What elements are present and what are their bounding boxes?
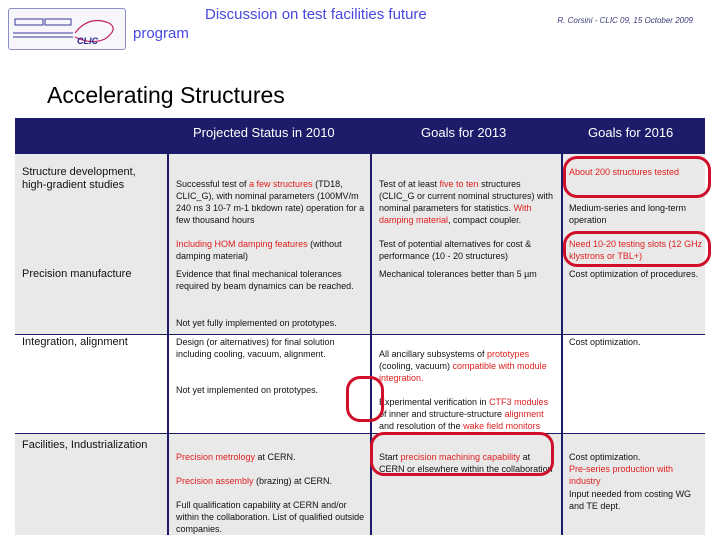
cell-structure-2016-a: About 200 structures tested [569,167,680,177]
cell-structure-2016-b: Medium-series and long-term operation [569,203,687,225]
cell-facilities-2016-b: Input needed from costing WG and TE dept. [569,489,692,511]
header-title: Discussion on test facilities future [205,6,427,23]
cell-structure-2010-a: Successful test of a few structures (TD18, CLIC_G), with nominal parameters (100MV/m 240 ns 3 10-7 m-1 bkdown rate) operation for a few thousand hours [176,179,365,225]
highlight-ring [370,432,554,476]
highlight-ring [563,231,711,267]
cell-structure-2016-c: Need 10-20 testing slots (12 GHz klystrons or TBL+) [569,239,703,261]
cell-facilities-2016-a: Cost optimization. Pre-series production with industry [569,452,674,486]
row-label-precision: Precision manufacture [22,268,132,280]
header-program: program [133,25,189,42]
cell-structure-2013-a: Test of at least five to ten structures (CLIC_G or current nominal structures) with nominal parameters for statistics. With damping material, compact coupler. [379,179,554,225]
column-header-2013: Goals for 2013 [421,125,507,140]
cell-facilities-2013: Start precision machining capability at CERN or elsewhere within the collaboration [379,452,553,474]
column-divider [561,154,563,535]
cell-structure-2010-b: Including HOM damping features (without damping material) [176,239,342,261]
column-divider [167,154,169,535]
highlight-ring [346,376,384,422]
column-divider [370,154,372,535]
cell-integration-2013-b: Experimental verification in CTF3 modules of inner and structure-structure alignment and resolution of the wake field monitors [379,397,549,431]
cell-integration-2010-b: Not yet implemented on prototypes. [176,385,319,395]
highlight-ring [563,156,711,198]
cell-integration-2013-a: All ancillary subsystems of prototypes (cooling, vacuum) compatible with module integration. [379,349,547,383]
cell-facilities-2010: Precision metrology at CERN. Precision assembly (brazing) at CERN. Full qualification capability at CERN and/or within the collaboration. List of qualified outside companies. [176,452,365,534]
cell-structure-2013-b: Test of potential alternatives for cost & performance (10 - 20 structures) [379,239,532,261]
column-header-2010: Projected Status in 2010 [193,125,335,140]
logo-text: CLIC [77,36,98,46]
clic-logo-graphic [9,9,125,49]
cell-precision-2010-b: Not yet fully implemented on prototypes. [176,318,337,328]
cell-precision-2016: Cost optimization of procedures. [569,269,699,279]
row-label-integration: Integration, alignment [22,336,128,348]
header-meta: R. Corsini - CLIC 09, 15 October 2009 [557,16,693,25]
cell-precision-2013: Mechanical tolerances better than 5 µm [379,269,537,279]
row-label-structure: Structure development, high-gradient studies [22,166,136,191]
clic-logo [8,8,126,50]
row-divider [15,334,705,335]
slide-title: Accelerating Structures [47,82,285,108]
cell-integration-2016: Cost optimization. [569,337,641,347]
column-header-2016: Goals for 2016 [588,125,674,140]
cell-integration-2010-a: Design (or alternatives) for final solution including cooling, vacuum, alignment. [176,337,335,359]
row-label-facilities: Facilities, Industrialization [22,439,148,451]
cell-precision-2010-a: Evidence that final mechanical tolerances required by beam dynamics can be reached. [176,269,354,291]
row-divider [15,433,705,434]
